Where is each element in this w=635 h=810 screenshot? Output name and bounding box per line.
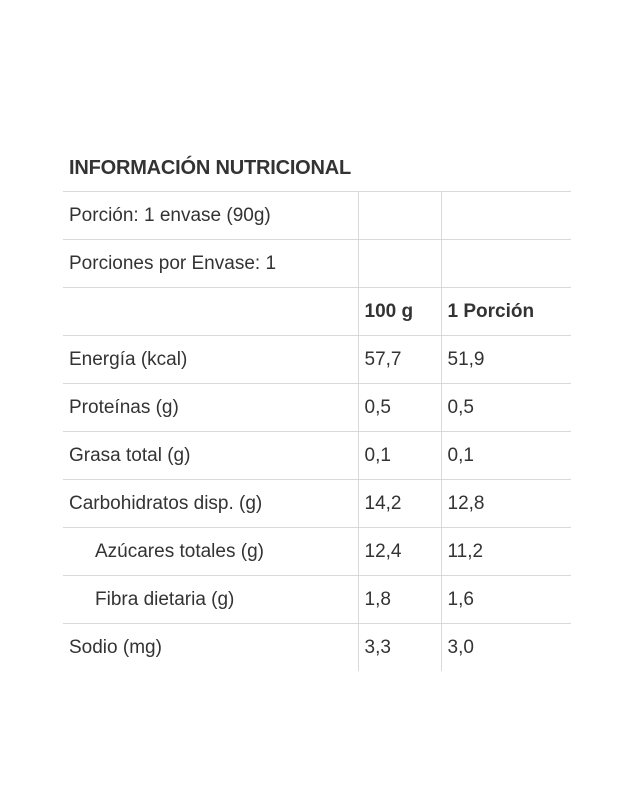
empty-cell: [358, 192, 441, 240]
nutrient-row-sodium: [63, 624, 571, 672]
value-per-100g: 1,8: [358, 576, 441, 624]
empty-cell: [358, 240, 441, 288]
nutrient-label: Energía (kcal): [63, 336, 358, 384]
serving-size-row: [63, 192, 571, 240]
nutrient-row-total-fat: [63, 432, 571, 480]
nutrient-label: Carbohidratos disp. (g): [63, 480, 358, 528]
nutrient-label: Proteínas (g): [63, 384, 358, 432]
value-per-serving: 0,5: [441, 384, 571, 432]
empty-header-cell: [63, 288, 358, 336]
value-per-100g: 12,4: [358, 528, 441, 576]
value-per-100g: 0,5: [358, 384, 441, 432]
value-per-100g: 3,3: [358, 624, 441, 672]
empty-cell: [441, 192, 571, 240]
value-per-serving: 3,0: [441, 624, 571, 672]
column-header-per-100g: 100 g: [358, 288, 441, 336]
servings-per-container-label: Porciones por Envase: 1: [63, 240, 358, 288]
nutrient-row-protein: [63, 384, 571, 432]
value-per-100g: 14,2: [358, 480, 441, 528]
value-per-serving: 11,2: [441, 528, 571, 576]
column-header-per-serving: 1 Porción: [441, 288, 571, 336]
nutrient-row-total-sugars: [63, 528, 571, 576]
value-per-serving: 12,8: [441, 480, 571, 528]
value-per-serving: 1,6: [441, 576, 571, 624]
nutrition-table: [63, 192, 571, 671]
nutrient-label: Fibra dietaria (g): [63, 576, 358, 624]
nutrition-panel: [63, 148, 571, 671]
value-per-100g: 0,1: [358, 432, 441, 480]
serving-size-label: Porción: 1 envase (90g): [63, 192, 358, 240]
value-per-serving: 0,1: [441, 432, 571, 480]
nutrient-row-carbohydrates: [63, 480, 571, 528]
nutrient-label: Sodio (mg): [69, 636, 162, 658]
nutrient-row-dietary-fiber: [63, 576, 571, 624]
value-per-100g: 57,7: [358, 336, 441, 384]
nutrition-title: INFORMACIÓN NUTRICIONAL: [63, 148, 571, 192]
servings-per-container-row: [63, 240, 571, 288]
nutrient-label: Grasa total (g): [63, 432, 358, 480]
empty-cell: [441, 240, 571, 288]
nutrient-label: Azúcares totales (g): [63, 528, 358, 576]
value-per-serving: 51,9: [441, 336, 571, 384]
nutrient-row-energy: [63, 336, 571, 384]
column-header-row: [63, 288, 571, 336]
